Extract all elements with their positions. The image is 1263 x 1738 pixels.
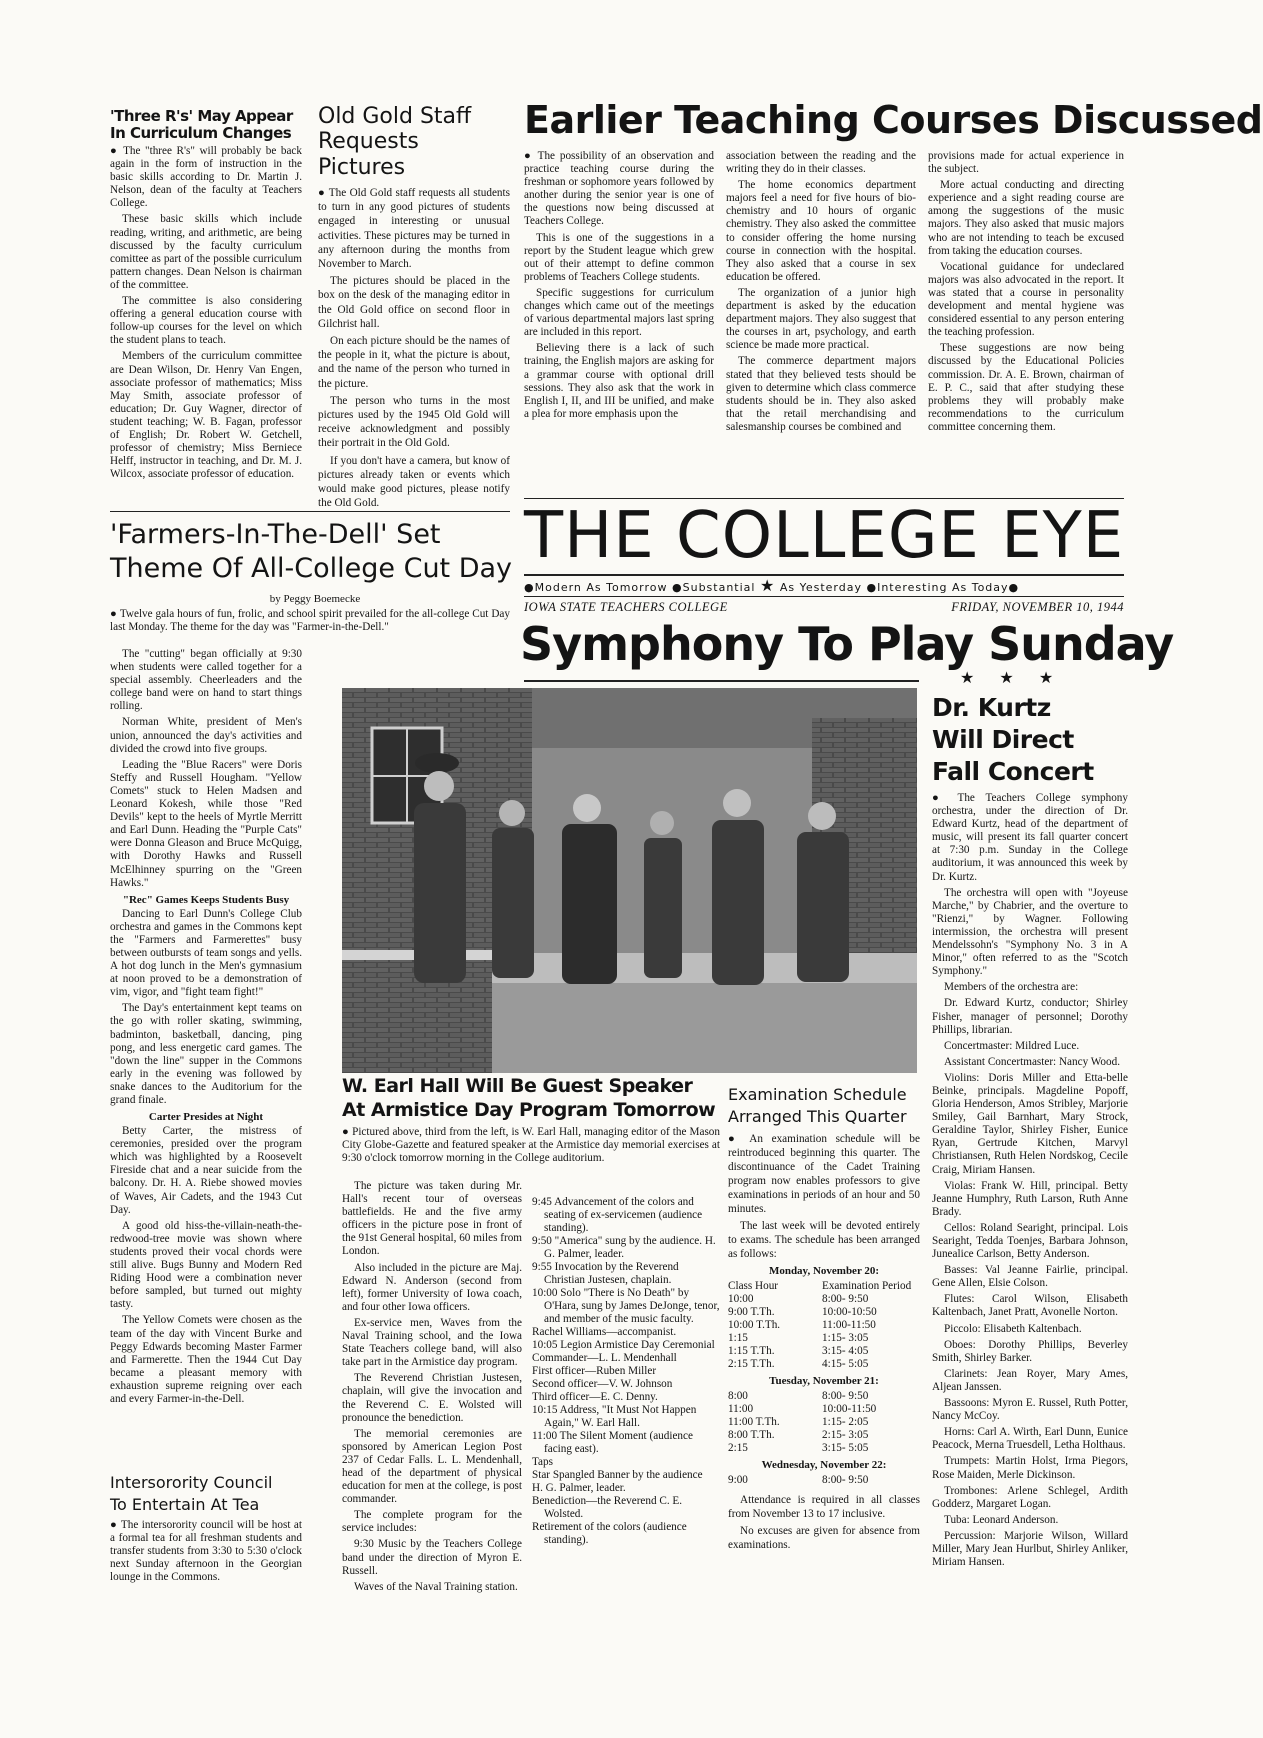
teaching-lead: The possibility of an observation and practice teaching course during the freshman or sophomore years followed by another during the senior year is one of the questions now being discussed at Teachers College. bbox=[524, 150, 714, 228]
exams-headline-2: Arranged This Quarter bbox=[728, 1107, 907, 1126]
program-item: 9:55 Invocation by the Reverend Christian Justesen, chaplain. bbox=[532, 1261, 679, 1286]
oboes: Oboes: Dorothy Phillips, Beverley Smith, Shirley Barker. bbox=[932, 1338, 1128, 1364]
assistant-concertmaster: Assistant Concertmaster: Nancy Wood. bbox=[944, 1055, 1120, 1068]
exam-period: 8:00- 9:50 bbox=[822, 1390, 869, 1402]
table-row bbox=[728, 1403, 920, 1416]
farmers-p7: Betty Carter, the mistress of ceremonies, presided over the program which was highlighted by a Roosevelt Fireside chat and a near suicide from the balcony. Dr. H. A. Riebe showed movies of Waves, Air Cadets, and the 1943 Cut Day. bbox=[110, 1125, 302, 1216]
farmers-p2: The "cutting" began officially at 9:30 when students were called together for a special assembly. Cheerleaders and the college band were on hand to start things rolling. bbox=[110, 648, 302, 713]
three-rs-headline-1: 'Three R's' May Appear bbox=[110, 107, 293, 125]
program-item: H. G. Palmer, leader. bbox=[532, 1482, 626, 1494]
armistice-p7: The complete program for the service includes: bbox=[342, 1509, 522, 1535]
violins: Violins: Doris Miller and Etta-belle Beinke, principals. Magdeline Popoff, Gloria Henderson, Amos Stribley, Marjorie Smiley, Gail Barnhart, Mary Strock, Geraldine Taylor, Shirley Fisher, Eunice Ryan, Gertrude Kitchen, Marvyl Christiansen, Ruth Helen Nordskog, Cecile Craig, Miriam Hansen. bbox=[932, 1071, 1128, 1176]
intersorority-article: Intersorority Council To Entertain At Tea ● The intersorority council will be host at a formal tea for all freshman students and transfer students from 3:30 to 5:30 o'clock next Sunday afternoon in the Georgian lounge in the Commons. bbox=[110, 1473, 302, 1584]
teaching-c3-p4: These suggestions are now being discussed by the Educational Policies commission. Dr. A. E. Brown, chairman of E. P. C., said that after studying these problems they will probably make recommendations to the curriculum committee concerning them. bbox=[928, 342, 1124, 433]
program-item: 9:50 "America" sung by the audience. H. G. Palmer, leader. bbox=[532, 1235, 716, 1260]
symphony-stars: ★ ★ ★ bbox=[960, 668, 1064, 687]
slogan-1: Modern As Tomorrow bbox=[534, 581, 668, 594]
three-rs-p3: The committee is also considering offering a general education course with follow-up courses for the level on which the student plans to teach. bbox=[110, 295, 302, 347]
table-row bbox=[728, 1442, 920, 1455]
exam-period: 8:00- 9:50 bbox=[822, 1293, 869, 1305]
exam-period: 4:15- 5:05 bbox=[822, 1358, 869, 1370]
armistice-p5: The Reverend Christian Justesen, chaplain, will give the invocation and the Reverend C. E. Wolsted will pronounce the benediction. bbox=[342, 1372, 522, 1424]
violas: Violas: Frank W. Hill, principal. Betty Jeanne Humphry, Ruth Larson, Ruth Anne Brady. bbox=[932, 1179, 1128, 1218]
trombones: Trombones: Arlene Schlegel, Ardith Godderz, Margaret Logan. bbox=[932, 1484, 1128, 1510]
old-gold-headline-1: Old Gold Staff bbox=[318, 104, 472, 129]
armistice-p4: Ex-service men, Waves from the Naval Training school, and the Iowa State Teachers college band, will also take part in the Armistice day program. bbox=[342, 1316, 522, 1369]
exam-period: 1:15- 3:05 bbox=[822, 1332, 869, 1344]
armistice-headline bbox=[342, 1074, 722, 1124]
teaching-headline: Earlier Teaching Courses Discussed bbox=[524, 98, 1263, 142]
tuba: Tuba: Leonard Anderson. bbox=[944, 1513, 1059, 1526]
armistice-headline-2: At Armistice Day Program Tomorrow bbox=[342, 1099, 716, 1121]
old-gold-p5: If you don't have a camera, but know of pictures already taken or events which would make good pictures, please notify the Old Gold. bbox=[318, 454, 510, 510]
percussion: Percussion: Marjorie Wilson, Willard Miller, Mary Jean Hurlbut, Shirley Anliker, Miriam Hansen. bbox=[932, 1529, 1128, 1569]
table-row bbox=[728, 1416, 920, 1429]
symphony-article: Dr. Kurtz Will Direct Fall Concert ● The Teachers College symphony orchestra, under the direction of Dr. Edward Kurtz, head of the department of music, will present its fall quarter concert at 7:30 p.m. Sunday in the College auditorium, it was announced this week by Dr. Kurtz. The orchestra will open with "Joyeuse Marche," by Chabrier, and the overture to "Rienzi," by Wagner. Following intermission, the orchestra will present Mendelssohn's "Symphony No. 3 in A Minor," often referred to as the "Scotch Symphony." Members of the orchestra are: Dr. Edward Kurtz, conductor; Shirley Fisher, manager of personnel; Dorothy Phillips, librarian. Concertmaster: Mildred Luce. Assistant Concertmaster: Nancy Wood. Violins: Doris Miller and Etta-belle Beinke, principals. Magdeline Popoff, Gloria Henderson, Amos Stribley, Marjorie Smiley, Gail Barnhart, Mary Strock, Geraldine Taylor, Shirley Fisher, Eunice Ryan, Gertrude Kitchen, Marvyl Christiansen, Ruth Helen Nordskog, Cecile Craig, Miriam Hansen. Violas: Frank W. Hill, principal. Betty Jeanne Humphry, Ruth Larson, Ruth Anne Brady. Cellos: Roland Searight, principal. Lois Searight, Tedda Toenjes, Barbara Johnson, Junealice Carlson, Betty Anderson. Basses: Val Jeanne Fairlie, principal. Gene Allen, Elsie Colson. Flutes: Carol Wilson, Elisabeth Kaltenbach, Janet Pratt, Avonelle Norton. Piccolo: Elisabeth Kaltenbach. Oboes: Dorothy Phillips, Beverley Smith, Shirley Barker. Clarinets: Jean Royer, Mary Ames, Aljean Janssen. Bassoons: Myron E. Russel, Ruth Potter, Nancy McCoy. Horns: Carl A. Wirth, Earl Dunn, Eunice Peacock, Merna Truesdell, Letha Holthaus. Trumpets: Martin Holst, Irma Piegors, Rose Maiden, Merle Dickinson. Trombones: Arlene Schlegel, Ardith Godderz, Margaret Logan. Tuba: Leonard Anderson. Percussion: Marjorie Wilson, Willard Miller, Mary Jean Hurlbut, Shirley Anliker, Miriam Hansen. bbox=[932, 693, 1128, 1569]
teaching-c3-p2: More actual conducting and directing experience and a sight reading course are among the suggestions of the music majors. They also asked that music majors who are not intending to teach be excused from taking the education courses. bbox=[928, 179, 1124, 257]
armistice-p8: 9:30 Music by the Teachers College band under the direction of Myron E. Russell. bbox=[342, 1538, 522, 1577]
armistice-lead-wrap: ● Pictured above, third from the left, is W. Earl Hall, managing editor of the Mason City Globe-Gazette and featured speaker at the Armistice day memorial exercises at 9:30 o'clock tomorrow morning in the College auditorium. bbox=[342, 1126, 720, 1165]
exam-hour: 2:15 T.Th. bbox=[728, 1358, 775, 1370]
program-item: Commander—L. L. Mendenhall bbox=[532, 1352, 677, 1364]
table-row bbox=[728, 1319, 920, 1332]
farmers-headline-1: 'Farmers-In-The-Dell' Set bbox=[110, 519, 441, 550]
teaching-c3-p1: provisions made for actual experience in the subject. bbox=[928, 150, 1124, 176]
symphony-p4: Dr. Edward Kurtz, conductor; Shirley Fisher, manager of personnel; Dorothy Phillips, librarian. bbox=[932, 997, 1128, 1036]
slogan-2: Substantial bbox=[682, 581, 756, 594]
program-item: Benediction—the Reverend C. E. Wolsted. bbox=[532, 1495, 683, 1520]
flutes: Flutes: Carol Wilson, Elisabeth Kaltenbach, Janet Pratt, Avonelle Norton. bbox=[932, 1293, 1128, 1319]
farmers-headline-2: Theme Of All-College Cut Day bbox=[110, 553, 513, 584]
teaching-c2-p3: The organization of a junior high department is asked by the education department majors. They also suggest that the courses in art, psychology, and earth science be made more practical. bbox=[726, 286, 916, 352]
table-row bbox=[728, 1293, 920, 1306]
table-row bbox=[728, 1332, 920, 1345]
teaching-c1-p4: Believing there is a lack of such training, the English majors are asking for a grammar course with optional drill sessions. They also ask that the work in English I, II, and III be unified, and make a plea for more emphasis upon the bbox=[524, 342, 714, 420]
program-item: Retirement of the colors (audience standing). bbox=[532, 1521, 687, 1546]
slogan-3: As Yesterday bbox=[779, 581, 862, 594]
farmers-p5: Dancing to Earl Dunn's College Club orchestra and games in the Commons kept the "Farmers and Farmerettes" busy between outbursts of team songs and yells. A hot dog lunch in the Men's gymnasium at noon proved to be a demonstration of vim, vigor, and "fight team fight!" bbox=[110, 907, 302, 999]
bassoons: Bassoons: Myron E. Russel, Ruth Potter, Nancy McCoy. bbox=[932, 1397, 1128, 1423]
program-item: First officer—Ruben Miller bbox=[532, 1365, 657, 1377]
old-gold-article: Old Gold Staff Requests Pictures ● The Old Gold staff requests all students to turn in any good pictures of students engaged in interesting or unusual activities. These pictures may be turned in any afternoon during the months from November to March. The pictures should be placed in the box on the desk of the managing editor in the Old Gold office on second floor in Gilchrist hall. On each picture should be the names of the people in it, what the picture is about, and the name of the person who turned in the picture. The person who turns in the most pictures used by the 1945 Old Gold will receive acknowledgment and possibly their portrait in the Old Gold. If you don't have a camera, but know of pictures already taken or events which would make good pictures, please notify the Old Gold. bbox=[318, 104, 510, 510]
farmers-p9: The Yellow Comets were chosen as the team of the day with Vincent Burke and Peggy Edwards becoming Master Farmer and Farmerette. Then the 1944 Cut Day became a pleasant memory with exhaustion supreme reigning over each and every Farmer-in-the-Dell. bbox=[110, 1314, 302, 1405]
old-gold-p4: The person who turns in the most pictures used by the 1945 Old Gold will receive acknowledgment and possibly their portrait in the Old Gold. bbox=[318, 394, 510, 450]
masthead-slogans: ●Modern As Tomorrow ●Substantial ★ As Yesterday ●Interesting As Today● bbox=[524, 576, 1020, 595]
armistice-p3: Also included in the picture are Maj. Edward N. Anderson (second from left), former University of Iowa coach, and four other Iowa officers. bbox=[342, 1261, 522, 1313]
armistice-p9: Waves of the Naval Training station. bbox=[354, 1580, 518, 1593]
exam-wednesday-heading: Wednesday, November 22: bbox=[761, 1459, 887, 1471]
teaching-col-3 bbox=[928, 150, 1124, 496]
exams-p2: The last week will be devoted entirely to exams. The schedule has been arranged as follows: bbox=[728, 1220, 920, 1260]
exam-schedule-table bbox=[728, 1265, 920, 1487]
farmers-p6: The Day's entertainment kept teams on the go with roller skating, swimming, badminton, basketball, dancing, ping pong, and less energetic card games. The "down the line" supper in the Commons early in the evening was followed by snake dances to the Auditorium for the grand finale. bbox=[110, 1002, 302, 1106]
symphony-banner: Symphony To Play Sunday bbox=[520, 617, 1174, 671]
program-item: 11:00 The Silent Moment (audience facing east). bbox=[532, 1430, 693, 1455]
program-item: Taps bbox=[532, 1456, 553, 1468]
exams-lead: An examination schedule will be reintroduced beginning this quarter. The discontinuance of the Cadet Training program now enables professors to give examinations in periods of an hour and 50 minutes. bbox=[728, 1133, 920, 1215]
armistice-photo bbox=[342, 688, 917, 1073]
teaching-c1-p3: Specific suggestions for curriculum changes which came out of the meetings of various departmental majors last spring are included in this report. bbox=[524, 286, 714, 339]
exam-hour: 1:15 bbox=[728, 1332, 748, 1344]
teaching-c2-p2: The home economics department majors feel a need for five hours of bio-chemistry and 10 hours of organic chemistry. They also asked the committee to consider offering the home nursing course in connection with the hospital. They also asked that a course in sex education be offered. bbox=[726, 179, 916, 283]
exams-p4: No excuses are given for absence from examinations. bbox=[728, 1525, 920, 1551]
exam-hour: 10:00 T.Th. bbox=[728, 1319, 781, 1331]
symphony-headline-2: Will Direct bbox=[932, 725, 1074, 754]
masthead-title: THE COLLEGE EYE bbox=[524, 499, 1125, 573]
clarinets: Clarinets: Jean Royer, Mary Ames, Aljean Janssen. bbox=[932, 1367, 1128, 1393]
farmers-byline: by Peggy Boemecke bbox=[269, 593, 361, 605]
farmers-headline bbox=[110, 518, 520, 588]
teaching-c3-p3: Vocational guidance for undeclared majors was also advocated in the report. It was stated that a course in personality development and mental hygiene was considered essential to any person entering the teaching profession. bbox=[928, 260, 1124, 339]
exams-article: Examination Schedule Arranged This Quarter ● An examination schedule will be reintroduced beginning this quarter. The discontinuance of the Cadet Training program now enables professors to give examinations in periods of an hour and 50 minutes. The last week will be devoted entirely to exams. The schedule has been arranged as follows: Monday, November 20: Class Hour Examination Period 10:00 8:00- 9:50 9:00 T.Th. 10:00-10:50 10:00 T.Th. 11:00-11:50 1:15 1:15- 3:05 1:15 T.Th. 3:15- 4:05 2:15 T.Th. 4:15- 5:05 Tuesday, November 21: 8:00 8:00- 9:50 11:00 10:00-11:50 11:00 T.Th. 1:15- 2:05 8:00 T.Th. 2:15- 3:05 2:15 3:15- 5:05 Wednesday, November 22: 9:00 8:00- 9:50 Attendance is required in all classes from November 13 to 17 inclusive. No excuses are given for absence from examinations. bbox=[728, 1085, 920, 1551]
program-item: Third officer—E. C. Denny. bbox=[532, 1391, 658, 1403]
exam-monday-heading: Monday, November 20: bbox=[768, 1265, 880, 1277]
concertmaster: Concertmaster: Mildred Luce. bbox=[944, 1039, 1080, 1052]
horns: Horns: Carl A. Wirth, Earl Dunn, Eunice Peacock, Merna Truesdell, Letha Holthaus. bbox=[932, 1426, 1128, 1452]
farmers-p8: A good old hiss-the-villain-neath-the-redwood-tree movie was shown where students proved their vocal chords were still alive. Bugs Bunny and Modern Red Riding Hood were a combination never before sampled, but turned out mighty tasty. bbox=[110, 1219, 302, 1311]
exam-tuesday-heading: Tuesday, November 21: bbox=[769, 1375, 879, 1387]
old-gold-headline-2: Requests Pictures bbox=[318, 129, 419, 180]
piccolo: Piccolo: Elisabeth Kaltenbach. bbox=[944, 1322, 1082, 1335]
symphony-p3: Members of the orchestra are: bbox=[944, 981, 1079, 994]
exam-period: 1:15- 2:05 bbox=[822, 1416, 869, 1428]
table-row bbox=[728, 1474, 920, 1487]
farmers-article bbox=[110, 648, 302, 1470]
officers-photo-image bbox=[342, 688, 917, 1073]
exam-hour: 10:00 bbox=[728, 1293, 754, 1305]
exam-col-period: Examination Period bbox=[822, 1280, 912, 1292]
teaching-col-1: ● The possibility of an observation and practice teaching course during the freshman or sophomore years followed by another during the senior year is one of the questions now being discussed at Teachers College. This is one of the suggestions in a report by the Student league which grew out of their attempt to define common problems of Teachers College students. Specific suggestions for curriculum changes which came out of the meetings of various departmental majors last spring are included in this report. Believing there is a lack of such training, the English majors are asking for a grammar course with optional drill sessions. They also ask that the work in English I, II, and III be unified, and make a plea for more emphasis upon the bbox=[524, 150, 714, 420]
symphony-p2: The orchestra will open with "Joyeuse Marche," by Chabrier, and the overture to "Rienzi," by Wagner. Following intermission, the orchestra will present Mendelssohn's "Symphony No. 3 in A Minor," often referred to as the "Scotch Symphony." bbox=[932, 886, 1128, 978]
farmers-sub-2: Carter Presides at Night bbox=[148, 1111, 264, 1124]
table-row bbox=[728, 1345, 920, 1358]
farmers-lead: Twelve gala hours of fun, frolic, and school spirit prevailed for the all-college Cut Day last Monday. The theme for the day was "Farmer-in-the-Dell." bbox=[110, 608, 510, 634]
teaching-c1-p2: This is one of the suggestions in a report by the Student league which grew out of their attempt to define common problems of Teachers College students. bbox=[524, 231, 714, 283]
farmers-sub-1: "Rec" Games Keeps Students Busy bbox=[122, 893, 290, 906]
program-item: Rachel Williams—accompanist. bbox=[532, 1326, 677, 1338]
program-item: 9:45 Advancement of the colors and seating of ex-servicemen (audience standing). bbox=[532, 1196, 703, 1234]
armistice-col-1 bbox=[342, 1180, 522, 1598]
exam-hour: 8:00 T.Th. bbox=[728, 1429, 775, 1441]
intersorority-lead: The intersorority council will be host at a formal tea for all freshman students and transfer students from 3:30 to 5:30 o'clock next Sunday afternoon in the Georgian lounge in the Commons. bbox=[110, 1519, 302, 1584]
table-row bbox=[728, 1429, 920, 1442]
slogan-4: Interesting As Today bbox=[877, 581, 1009, 594]
symphony-headline-3: Fall Concert bbox=[932, 757, 1094, 786]
teaching-c2-p4: The commerce department majors stated that they believed tests should be given to determine which class commerce students should be in. They also asked that the retail merchandising and salesmanship courses be combined and bbox=[726, 355, 916, 433]
teaching-col-2 bbox=[726, 150, 916, 496]
exam-hour: 9:00 bbox=[728, 1474, 748, 1486]
exam-hour: 9:00 T.Th. bbox=[728, 1306, 775, 1318]
exam-col-hour: Class Hour bbox=[728, 1280, 779, 1292]
armistice-lead: Pictured above, third from the left, is W. Earl Hall, managing editor of the Mason City Globe-Gazette and featured speaker at the Armistice day memorial exercises at 9:30 o'clock tomorrow morning in the College auditorium. bbox=[342, 1126, 720, 1165]
intersorority-headline-1: Intersorority Council bbox=[110, 1473, 273, 1492]
exam-period: 2:15- 3:05 bbox=[822, 1429, 869, 1441]
exam-period: 8:00- 9:50 bbox=[822, 1474, 869, 1486]
cellos: Cellos: Roland Searight, principal. Lois Searight, Tedda Toenjes, Barbara Johnson, Junealice Carlson, Betty Anderson. bbox=[932, 1221, 1128, 1261]
trumpets: Trumpets: Martin Holst, Irma Piegors, Rose Maiden, Merle Dickinson. bbox=[932, 1455, 1128, 1481]
exam-hour: 11:00 T.Th. bbox=[728, 1416, 780, 1428]
armistice-p6: The memorial ceremonies are sponsored by American Legion Post 237 of Cedar Falls. L. L. Mendenhall, head of the department of physical education for men at the college, is post commander. bbox=[342, 1427, 522, 1506]
exam-hour: 11:00 bbox=[728, 1403, 754, 1415]
symphony-lead: The Teachers College symphony orchestra, under the direction of Dr. Edward Kurtz, head of the department of music, will present its fall quarter concert at 7:30 p.m. Sunday in the College auditorium, it was announced this week by Dr. Kurtz. bbox=[932, 792, 1128, 883]
three-rs-article: 'Three R's' May Appear In Curriculum Changes ● The "three R's" will probably be back again in the form of instruction in the basic skills according to Dr. Martin J. Nelson, dean of the faculty at Teachers College. These basic skills which include reading, writing, and arithmetic, are being discussed by the faculty curriculum comittee as part of the possible curriculum pattern changes. Dean Nelson is chairman of the committee. The committee is also considering offering a general education course with follow-up courses for the level on which the student plans to teach. Members of the curriculum committee are Dean Wilson, Dr. Henry Van Engen, associate professor of mathematics; Miss May Smith, associate professor of education; Dr. Guy Wagner, director of student teaching; W. B. Fagan, professor of English; Dr. Robert W. Getchell, professor of chemistry; Miss Berniece Helff, instructor in teaching, and Dr. M. J. Wilcox, associate professor of education. bbox=[110, 107, 302, 481]
three-rs-p4: Members of the curriculum committee are Dean Wilson, Dr. Henry Van Engen, associate professor of mathematics; Miss May Smith, associate professor of education; Dr. Guy Wagner, director of student teaching; W. B. Fagan, professor of English; Dr. Robert W. Getchell, professor of chemistry; Miss Berniece Helff, instructor in teaching, and Dr. M. J. Wilcox, associate professor of education. bbox=[110, 350, 302, 481]
table-row bbox=[728, 1306, 920, 1319]
table-row bbox=[728, 1358, 920, 1371]
program-item: Second officer—V. W. Johnson bbox=[532, 1378, 673, 1390]
exam-table-header bbox=[728, 1280, 920, 1293]
exam-period: 10:00-10:50 bbox=[822, 1306, 877, 1318]
exam-hour: 2:15 bbox=[728, 1442, 748, 1454]
masthead-date: FRIDAY, NOVEMBER 10, 1944 bbox=[951, 600, 1124, 614]
three-rs-p2: These basic skills which include reading, writing, and arithmetic, are being discussed by the faculty curriculum comittee as part of the possible curriculum pattern changes. Dean Nelson is chairman of the committee. bbox=[110, 213, 302, 291]
exams-p3: Attendance is required in all classes from November 13 to 17 inclusive. bbox=[728, 1494, 920, 1520]
table-row bbox=[728, 1390, 920, 1403]
three-rs-lead: The "three R's" will probably be back again in the form of instruction in the basic skills according to Dr. Martin J. Nelson, dean of the faculty at Teachers College. bbox=[110, 145, 302, 210]
farmers-p3: Norman White, president of Men's union, announced the day's activities and divided the crowd into five groups. bbox=[110, 716, 302, 755]
armistice-p2: The picture was taken during Mr. Hall's recent tour of overseas battlefields. He and the five army officers in the picture pose in front of the 91st General hospital, 60 miles from London. bbox=[342, 1180, 522, 1258]
farmers-p4: Leading the "Blue Racers" were Doris Steffy and Russell Hougham. "Yellow Comets" stuck to Helen Madsen and Leonard Kokesh, while those "Red Devils" kept to the heels of Myrtle Merritt and Earl Dunn. Heading the "Purple Cats" were Donna Gleason and Bruce McQuigg, with Dorothy Hawks and Russell McElhinney spurring on the "Green Hawks." bbox=[110, 758, 302, 889]
masthead-institution: IOWA STATE TEACHERS COLLEGE bbox=[524, 600, 728, 614]
armistice-program bbox=[532, 1196, 720, 1596]
program-item: 10:05 Legion Armistice Day Ceremonial bbox=[532, 1339, 715, 1351]
exam-period: 3:15- 5:05 bbox=[822, 1442, 869, 1454]
armistice-headline-1: W. Earl Hall Will Be Guest Speaker bbox=[342, 1075, 693, 1097]
old-gold-p3: On each picture should be the names of the people in it, what the picture is about, and the name of the person who turned in the picture. bbox=[318, 334, 510, 390]
teaching-c2-p1: association between the reading and the writing they do in their classes. bbox=[726, 150, 916, 176]
exam-hour: 1:15 T.Th. bbox=[728, 1345, 775, 1357]
farmers-lead-wrap: ● Twelve gala hours of fun, frolic, and school spirit prevailed for the all-college Cut Day last Monday. The theme for the day was "Farmer-in-the-Dell." bbox=[110, 608, 510, 634]
program-item: Star Spangled Banner by the audience bbox=[532, 1469, 703, 1481]
intersorority-headline-2: To Entertain At Tea bbox=[110, 1495, 260, 1514]
basses: Basses: Val Jeanne Fairlie, principal. Gene Allen, Elsie Colson. bbox=[932, 1264, 1128, 1290]
exam-period: 10:00-11:50 bbox=[822, 1403, 877, 1415]
exams-headline-1: Examination Schedule bbox=[728, 1085, 907, 1104]
old-gold-p2: The pictures should be placed in the box on the desk of the managing editor in the Old Gold office on second floor in Gilchrist hall. bbox=[318, 275, 510, 330]
exam-period: 3:15- 4:05 bbox=[822, 1345, 869, 1357]
program-item: 10:15 Address, "It Must Not Happen Again," W. Earl Hall. bbox=[532, 1404, 697, 1429]
exam-period: 11:00-11:50 bbox=[822, 1319, 876, 1331]
program-item: 10:00 Solo "There is No Death" by O'Hara, sung by James DeJonge, tenor, and member of the music faculty. bbox=[532, 1287, 720, 1325]
symphony-headline-1: Dr. Kurtz bbox=[932, 693, 1051, 722]
old-gold-lead: The Old Gold staff requests all students to turn in any good pictures of students engaged in interesting or unusual activities. These pictures may be turned in any afternoon during the months from November to March. bbox=[318, 186, 510, 270]
three-rs-headline-2: In Curriculum Changes bbox=[110, 123, 292, 142]
exam-hour: 8:00 bbox=[728, 1390, 748, 1402]
